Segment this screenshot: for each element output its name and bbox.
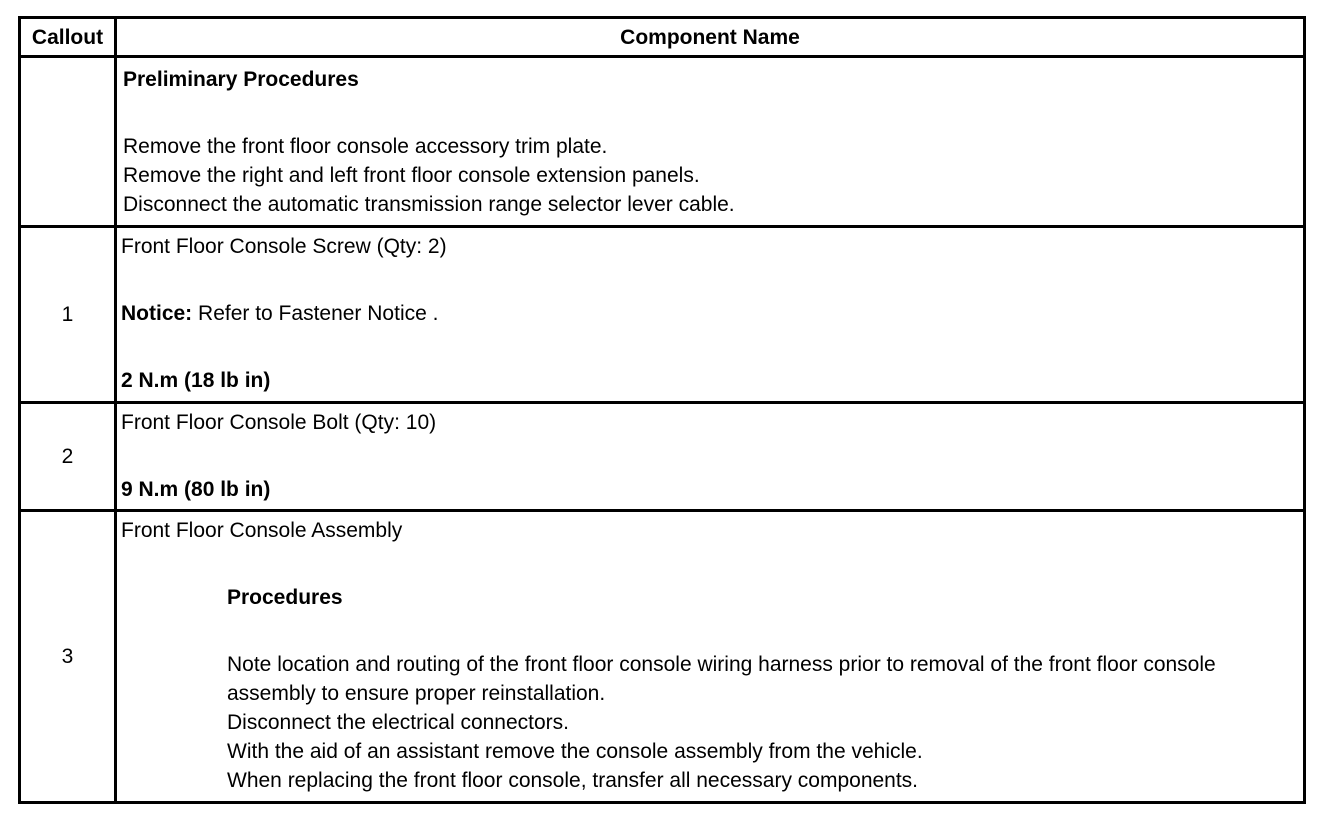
table-row [20,227,1305,403]
callout-cell-empty [20,57,116,227]
component-name: Front Floor Console Bolt (Qty: 10) [121,411,437,434]
notice-label: Notice: [121,302,193,325]
table-header-row [20,18,1305,57]
procedures-title: Procedures [227,586,343,609]
notice-line [121,299,1303,328]
preliminary-step: Disconnect the automatic transmission range selector lever cable. [123,193,735,216]
header-component-name: Component Name [116,18,1305,57]
table-row-preliminary [20,57,1305,227]
callout-number: 1 [20,227,116,403]
callout-number: 3 [20,511,116,803]
procedure-step: With the aid of an assistant remove the console assembly from the vehicle. [227,740,923,763]
table-row [20,403,1305,511]
component-table [18,16,1306,804]
preliminary-step: Remove the front floor console accessory trim plate. [123,135,608,158]
component-name: Front Floor Console Assembly [121,519,403,542]
preliminary-step: Remove the right and left front floor console extension panels. [123,164,700,187]
component-cell [116,227,1305,403]
table-row [20,511,1305,803]
component-name: Front Floor Console Screw (Qty: 2) [121,235,447,258]
procedure-step: When replacing the front floor console, transfer all necessary components. [227,769,919,792]
procedure-step: Note location and routing of the front floor console wiring harness prior to removal of the front floor console assembly to ensure proper reinstallation. [227,653,1216,705]
torque-spec: 9 N.m (80 lb in) [121,478,271,501]
preliminary-cell [116,57,1305,227]
header-callout: Callout [20,18,116,57]
component-cell [116,511,1305,803]
torque-spec: 2 N.m (18 lb in) [121,369,271,392]
preliminary-title: Preliminary Procedures [123,68,359,91]
callout-number: 2 [20,403,116,511]
component-cell [116,403,1305,511]
notice-text: Refer to Fastener Notice . [192,302,439,325]
procedure-step: Disconnect the electrical connectors. [227,711,569,734]
